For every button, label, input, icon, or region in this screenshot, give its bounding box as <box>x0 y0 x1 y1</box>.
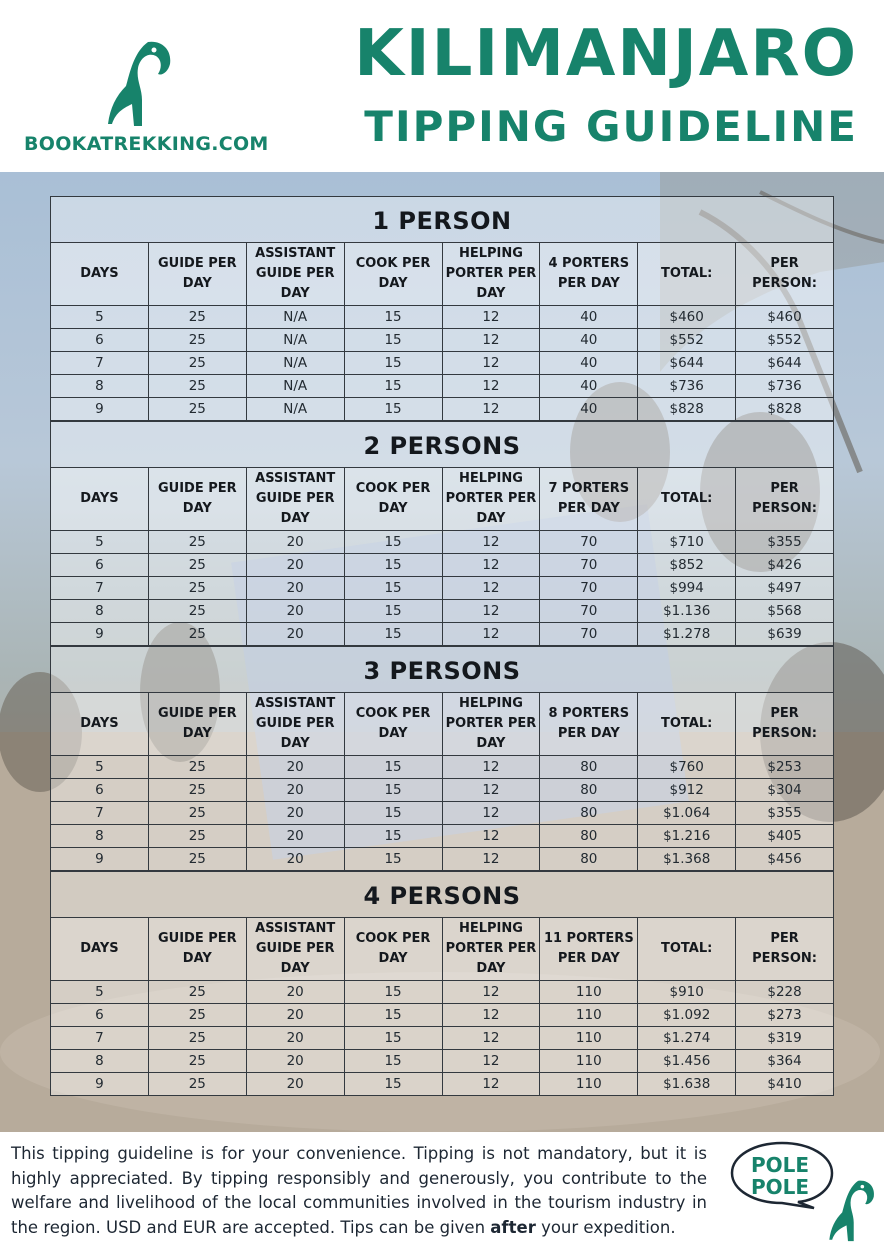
cell-per-person: $405 <box>736 825 834 848</box>
cell-helper: 12 <box>442 756 540 779</box>
table-row <box>51 825 834 848</box>
cell-per-person: $644 <box>736 352 834 375</box>
table-row <box>51 306 834 329</box>
page-subtitle: TIPPING GUIDELINE <box>364 102 858 151</box>
cell-porters: 80 <box>540 825 638 848</box>
goat-logo-icon <box>108 38 174 130</box>
cell-guide: 25 <box>148 1004 246 1027</box>
cell-porters: 80 <box>540 779 638 802</box>
column-header-porters: 8 PORTERS PER DAY <box>540 693 638 756</box>
table-row <box>51 375 834 398</box>
cell-porters: 70 <box>540 554 638 577</box>
cell-per-person: $410 <box>736 1073 834 1096</box>
column-header-cook: COOK PER DAY <box>344 918 442 981</box>
cell-porters: 80 <box>540 802 638 825</box>
column-header-per-person: PER PERSON: <box>736 693 834 756</box>
column-header-cook: COOK PER DAY <box>344 243 442 306</box>
table-row <box>51 1050 834 1073</box>
cell-helper: 12 <box>442 779 540 802</box>
cell-total: $644 <box>638 352 736 375</box>
cell-per-person: $497 <box>736 577 834 600</box>
cell-per-person: $639 <box>736 623 834 646</box>
cell-porters: 70 <box>540 623 638 646</box>
column-header-guide: GUIDE PER DAY <box>148 243 246 306</box>
cell-per-person: $304 <box>736 779 834 802</box>
cell-guide: 25 <box>148 600 246 623</box>
cell-cook: 15 <box>344 802 442 825</box>
cell-helper: 12 <box>442 306 540 329</box>
table-row <box>51 398 834 421</box>
column-header-per-person: PER PERSON: <box>736 243 834 306</box>
cell-days: 6 <box>51 1004 149 1027</box>
cell-guide: 25 <box>148 802 246 825</box>
table-row <box>51 1073 834 1096</box>
cell-total: $760 <box>638 756 736 779</box>
table-row <box>51 577 834 600</box>
cell-assistant: 20 <box>246 848 344 871</box>
pole-pole-badge: POLE POLE <box>750 1153 810 1199</box>
cell-total: $1.064 <box>638 802 736 825</box>
section-title: 2 PERSONS <box>50 421 834 467</box>
cell-guide: 25 <box>148 398 246 421</box>
cell-assistant: 20 <box>246 1004 344 1027</box>
table-header-row <box>51 693 834 756</box>
cell-cook: 15 <box>344 1050 442 1073</box>
cell-days: 5 <box>51 306 149 329</box>
cell-porters: 40 <box>540 329 638 352</box>
column-header-helper: HELPING PORTER PER DAY <box>442 468 540 531</box>
cell-porters: 80 <box>540 848 638 871</box>
column-header-helper: HELPING PORTER PER DAY <box>442 693 540 756</box>
cell-assistant: 20 <box>246 577 344 600</box>
cell-total: $1.274 <box>638 1027 736 1050</box>
table-row <box>51 600 834 623</box>
cell-total: $460 <box>638 306 736 329</box>
cell-cook: 15 <box>344 577 442 600</box>
cell-days: 6 <box>51 779 149 802</box>
column-header-per-person: PER PERSON: <box>736 468 834 531</box>
table-header-row <box>51 918 834 981</box>
cell-days: 7 <box>51 577 149 600</box>
tipping-tables <box>50 196 834 1096</box>
cell-helper: 12 <box>442 554 540 577</box>
cell-helper: 12 <box>442 1027 540 1050</box>
cell-days: 7 <box>51 352 149 375</box>
cell-helper: 12 <box>442 623 540 646</box>
cell-guide: 25 <box>148 779 246 802</box>
column-header-total: TOTAL: <box>638 243 736 306</box>
cell-cook: 15 <box>344 1004 442 1027</box>
cell-helper: 12 <box>442 981 540 1004</box>
cell-cook: 15 <box>344 623 442 646</box>
cell-per-person: $355 <box>736 802 834 825</box>
cell-days: 9 <box>51 848 149 871</box>
table-row <box>51 531 834 554</box>
cell-porters: 40 <box>540 306 638 329</box>
cell-assistant: 20 <box>246 1050 344 1073</box>
cell-days: 9 <box>51 398 149 421</box>
column-header-cook: COOK PER DAY <box>344 693 442 756</box>
brand-logo-text: BOOKATREKKING.COM <box>24 133 269 155</box>
column-header-guide: GUIDE PER DAY <box>148 468 246 531</box>
cell-guide: 25 <box>148 1073 246 1096</box>
cell-per-person: $364 <box>736 1050 834 1073</box>
cell-cook: 15 <box>344 531 442 554</box>
cell-days: 8 <box>51 600 149 623</box>
section-title: 1 PERSON <box>50 196 834 242</box>
cell-helper: 12 <box>442 531 540 554</box>
cell-cook: 15 <box>344 825 442 848</box>
cell-guide: 25 <box>148 329 246 352</box>
cell-guide: 25 <box>148 1050 246 1073</box>
cell-cook: 15 <box>344 398 442 421</box>
cell-helper: 12 <box>442 398 540 421</box>
cell-assistant: 20 <box>246 554 344 577</box>
cell-days: 5 <box>51 531 149 554</box>
cell-porters: 70 <box>540 577 638 600</box>
cell-cook: 15 <box>344 756 442 779</box>
cell-porters: 110 <box>540 1027 638 1050</box>
cell-total: $1.368 <box>638 848 736 871</box>
table-row <box>51 779 834 802</box>
cell-total: $852 <box>638 554 736 577</box>
column-header-guide: GUIDE PER DAY <box>148 918 246 981</box>
cell-total: $912 <box>638 779 736 802</box>
cell-total: $1.278 <box>638 623 736 646</box>
cell-total: $710 <box>638 531 736 554</box>
table-row <box>51 756 834 779</box>
cell-porters: 80 <box>540 756 638 779</box>
cell-per-person: $426 <box>736 554 834 577</box>
cell-assistant: 20 <box>246 600 344 623</box>
cell-days: 7 <box>51 802 149 825</box>
table-header-row <box>51 468 834 531</box>
column-header-assistant: ASSISTANT GUIDE PER DAY <box>246 918 344 981</box>
cell-porters: 110 <box>540 1073 638 1096</box>
section-4 <box>50 871 834 1096</box>
cell-cook: 15 <box>344 329 442 352</box>
cell-assistant: 20 <box>246 1027 344 1050</box>
section-1 <box>50 196 834 421</box>
cell-per-person: $228 <box>736 981 834 1004</box>
cell-assistant: 20 <box>246 1073 344 1096</box>
cell-porters: 70 <box>540 531 638 554</box>
cell-per-person: $273 <box>736 1004 834 1027</box>
cell-total: $552 <box>638 329 736 352</box>
cell-guide: 25 <box>148 848 246 871</box>
cell-per-person: $456 <box>736 848 834 871</box>
cell-porters: 110 <box>540 1004 638 1027</box>
cell-total: $736 <box>638 375 736 398</box>
cell-per-person: $355 <box>736 531 834 554</box>
cell-assistant: 20 <box>246 756 344 779</box>
column-header-total: TOTAL: <box>638 918 736 981</box>
cell-cook: 15 <box>344 1073 442 1096</box>
cell-days: 6 <box>51 329 149 352</box>
cell-helper: 12 <box>442 1050 540 1073</box>
section-2 <box>50 421 834 646</box>
column-header-days: DAYS <box>51 918 149 981</box>
cell-helper: 12 <box>442 848 540 871</box>
cell-cook: 15 <box>344 554 442 577</box>
cell-guide: 25 <box>148 554 246 577</box>
cell-helper: 12 <box>442 802 540 825</box>
table-row <box>51 329 834 352</box>
cell-per-person: $736 <box>736 375 834 398</box>
table-row <box>51 623 834 646</box>
cell-helper: 12 <box>442 600 540 623</box>
column-header-helper: HELPING PORTER PER DAY <box>442 243 540 306</box>
cell-days: 5 <box>51 756 149 779</box>
column-header-porters: 11 PORTERS PER DAY <box>540 918 638 981</box>
emphasis-after: after <box>490 1217 536 1237</box>
cell-assistant: 20 <box>246 825 344 848</box>
cell-days: 9 <box>51 1073 149 1096</box>
cell-guide: 25 <box>148 981 246 1004</box>
section-3 <box>50 646 834 871</box>
cell-helper: 12 <box>442 329 540 352</box>
cell-days: 5 <box>51 981 149 1004</box>
cell-days: 9 <box>51 623 149 646</box>
column-header-days: DAYS <box>51 468 149 531</box>
cell-guide: 25 <box>148 623 246 646</box>
cell-total: $1.216 <box>638 825 736 848</box>
cell-guide: 25 <box>148 352 246 375</box>
cell-helper: 12 <box>442 352 540 375</box>
cell-cook: 15 <box>344 981 442 1004</box>
section-title: 4 PERSONS <box>50 871 834 917</box>
table-row <box>51 802 834 825</box>
cell-assistant: 20 <box>246 981 344 1004</box>
cell-cook: 15 <box>344 352 442 375</box>
cell-porters: 70 <box>540 600 638 623</box>
cell-guide: 25 <box>148 577 246 600</box>
cell-per-person: $460 <box>736 306 834 329</box>
cell-guide: 25 <box>148 756 246 779</box>
page-header <box>0 0 884 172</box>
cell-helper: 12 <box>442 1073 540 1096</box>
goat-logo-icon <box>829 1178 877 1244</box>
disclaimer-text: This tipping guideline is for your convenience. Tipping is not mandatory, but it is highly appreciated. By tipping responsibly and generously, you contribute to the welfare and livelihood of the local communities involved in the tourism industry in the region. USD and EUR are accepted. Tips can be given after your expedition. <box>11 1144 707 1237</box>
tipping-table <box>50 242 834 421</box>
table-header-row <box>51 243 834 306</box>
cell-guide: 25 <box>148 306 246 329</box>
cell-days: 8 <box>51 375 149 398</box>
column-header-assistant: ASSISTANT GUIDE PER DAY <box>246 468 344 531</box>
cell-cook: 15 <box>344 306 442 329</box>
table-row <box>51 352 834 375</box>
table-row <box>51 1004 834 1027</box>
cell-guide: 25 <box>148 375 246 398</box>
column-header-helper: HELPING PORTER PER DAY <box>442 918 540 981</box>
cell-total: $1.456 <box>638 1050 736 1073</box>
cell-guide: 25 <box>148 825 246 848</box>
cell-per-person: $828 <box>736 398 834 421</box>
cell-per-person: $552 <box>736 329 834 352</box>
tipping-table <box>50 467 834 646</box>
section-title: 3 PERSONS <box>50 646 834 692</box>
cell-cook: 15 <box>344 1027 442 1050</box>
column-header-days: DAYS <box>51 693 149 756</box>
cell-porters: 40 <box>540 352 638 375</box>
cell-total: $994 <box>638 577 736 600</box>
cell-cook: 15 <box>344 848 442 871</box>
cell-guide: 25 <box>148 531 246 554</box>
cell-cook: 15 <box>344 779 442 802</box>
column-header-days: DAYS <box>51 243 149 306</box>
cell-cook: 15 <box>344 375 442 398</box>
cell-helper: 12 <box>442 577 540 600</box>
cell-guide: 25 <box>148 1027 246 1050</box>
cell-total: $1.136 <box>638 600 736 623</box>
cell-assistant: 20 <box>246 802 344 825</box>
cell-days: 7 <box>51 1027 149 1050</box>
column-header-porters: 4 PORTERS PER DAY <box>540 243 638 306</box>
cell-porters: 110 <box>540 981 638 1004</box>
cell-assistant: N/A <box>246 375 344 398</box>
page-title: KILIMANJARO <box>354 17 858 91</box>
cell-helper: 12 <box>442 825 540 848</box>
column-header-guide: GUIDE PER DAY <box>148 693 246 756</box>
cell-assistant: N/A <box>246 329 344 352</box>
cell-helper: 12 <box>442 1004 540 1027</box>
cell-porters: 40 <box>540 398 638 421</box>
cell-assistant: 20 <box>246 623 344 646</box>
column-header-cook: COOK PER DAY <box>344 468 442 531</box>
cell-total: $910 <box>638 981 736 1004</box>
table-row <box>51 1027 834 1050</box>
cell-assistant: N/A <box>246 306 344 329</box>
cell-per-person: $253 <box>736 756 834 779</box>
table-row <box>51 848 834 871</box>
cell-cook: 15 <box>344 600 442 623</box>
tipping-table <box>50 692 834 871</box>
cell-assistant: 20 <box>246 779 344 802</box>
column-header-assistant: ASSISTANT GUIDE PER DAY <box>246 243 344 306</box>
column-header-total: TOTAL: <box>638 468 736 531</box>
table-row <box>51 981 834 1004</box>
cell-per-person: $568 <box>736 600 834 623</box>
cell-porters: 40 <box>540 375 638 398</box>
column-header-assistant: ASSISTANT GUIDE PER DAY <box>246 693 344 756</box>
cell-helper: 12 <box>442 375 540 398</box>
column-header-per-person: PER PERSON: <box>736 918 834 981</box>
cell-per-person: $319 <box>736 1027 834 1050</box>
cell-days: 8 <box>51 825 149 848</box>
cell-days: 8 <box>51 1050 149 1073</box>
tipping-table <box>50 917 834 1096</box>
cell-assistant: N/A <box>246 398 344 421</box>
column-header-total: TOTAL: <box>638 693 736 756</box>
cell-porters: 110 <box>540 1050 638 1073</box>
cell-total: $1.638 <box>638 1073 736 1096</box>
table-row <box>51 554 834 577</box>
column-header-porters: 7 PORTERS PER DAY <box>540 468 638 531</box>
cell-total: $1.092 <box>638 1004 736 1027</box>
cell-days: 6 <box>51 554 149 577</box>
cell-assistant: N/A <box>246 352 344 375</box>
cell-assistant: 20 <box>246 531 344 554</box>
cell-total: $828 <box>638 398 736 421</box>
